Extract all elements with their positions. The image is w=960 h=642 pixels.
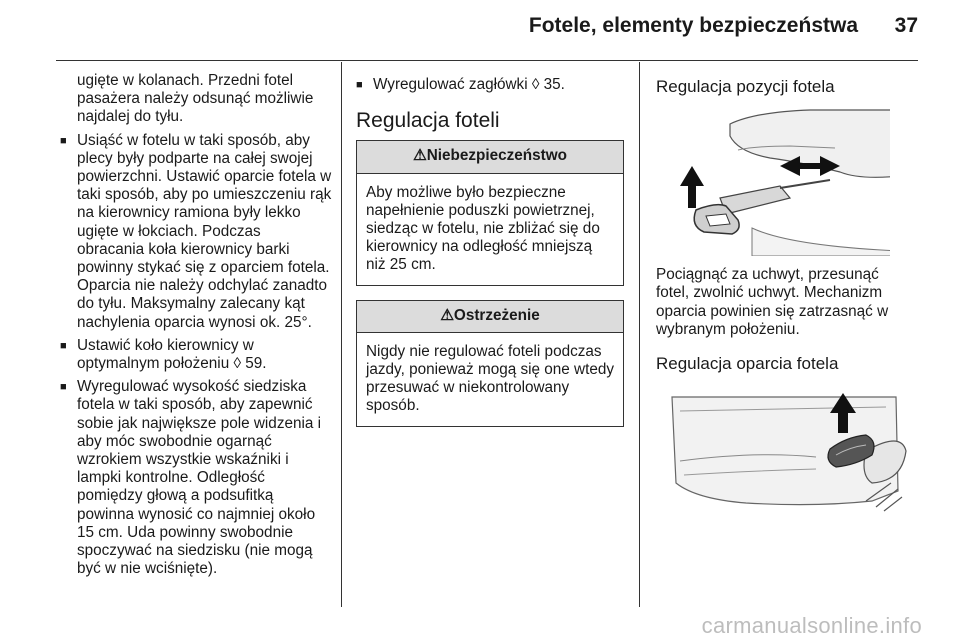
warning-triangle-icon: ⚠ xyxy=(440,306,454,324)
bullet-seat-height: ■ Wyregulować wysokość siedziska fotela w taki sposób, aby zapewnić sobie jak największe pole widzenia i aby móc swobodnie ogarnąć wzrokiem wszystkie wskaźniki i lampki kontrolne. Odległość pomiędzy głową a podsufitką powinna wynosić co najmniej około 15 cm. Uda powinny swobodnie spoczywać na siedzisku (nie mogą być w nie wciśnięte). xyxy=(60,378,332,578)
danger-box-header xyxy=(357,141,623,173)
section-heading-seat-adjustment: Regulacja foteli xyxy=(356,109,500,133)
column-2 xyxy=(356,72,624,441)
page-header-title: Fotele, elementy bezpieczeństwa xyxy=(528,14,858,37)
section-heading-backrest: Regulacja oparcia fotela xyxy=(656,354,839,374)
danger-text: Aby możliwe było bezpieczne napełnienie poduszki powietrznej, siedząc w fotelu, nie zbliżać się do kierownicy na odległość mniejszą niż 25 cm. xyxy=(366,183,600,274)
column-1 xyxy=(60,72,332,578)
seat-position-text: Pociągnąć za uchwyt, przesunąć fotel, zwolnić uchwyt. Mechanizm oparcia powinien się zatrzasnąć w wybranym położeniu. xyxy=(656,266,889,338)
watermark: carmanualsonline.info xyxy=(701,613,922,638)
column-3 xyxy=(656,72,906,521)
warning-box-header xyxy=(357,301,623,333)
header-divider xyxy=(56,60,918,61)
bullet-head-restraints: ■ Wyregulować zagłówki ◊ 35. xyxy=(356,76,624,94)
backrest-adjustment-illustration xyxy=(666,391,908,521)
section-heading-seat-position: Regulacja pozycji fotela xyxy=(656,77,835,96)
danger-title: Niebezpieczeństwo xyxy=(426,147,567,165)
column-divider-2 xyxy=(639,62,640,607)
page-number: 37 xyxy=(894,14,918,37)
warning-title: Ostrzeżenie xyxy=(453,306,540,324)
seat-position-illustration xyxy=(660,106,890,256)
intro-paragraph: ugięte w kolanach. Przedni fotel pasażera należy odsunąć możliwie najdalej do tyłu. xyxy=(77,72,314,126)
bullet-seat-posture: ■ Usiąść w fotelu w taki sposób, aby plecy były podparte na całej swojej powierzchni. Ustawić oparcie fotela w taki sposób, aby po umieszczeniu rąk na kierownicy ramiona były lekko ugięte w łokciach. Podczas obracania koła kierownicy barki powinny stykać się z oparciem fotela. Oparcia nie należy odchylać zanadto do tyłu. Maksymalny zalecany kąt nachylenia oparcia wynosi ok. 25°. xyxy=(60,132,332,332)
warning-triangle-icon: ⚠ xyxy=(413,147,427,165)
warning-box xyxy=(356,300,624,427)
danger-box xyxy=(356,140,624,285)
bullet-steering-wheel: ■ Ustawić koło kierownicy w optymalnym położeniu ◊ 59. xyxy=(60,337,332,373)
column-divider-1 xyxy=(341,62,342,607)
warning-text: Nigdy nie regulować foteli podczas jazdy, ponieważ mogą się one wtedy przesuwać w niekontrolowany sposób. xyxy=(366,342,615,415)
